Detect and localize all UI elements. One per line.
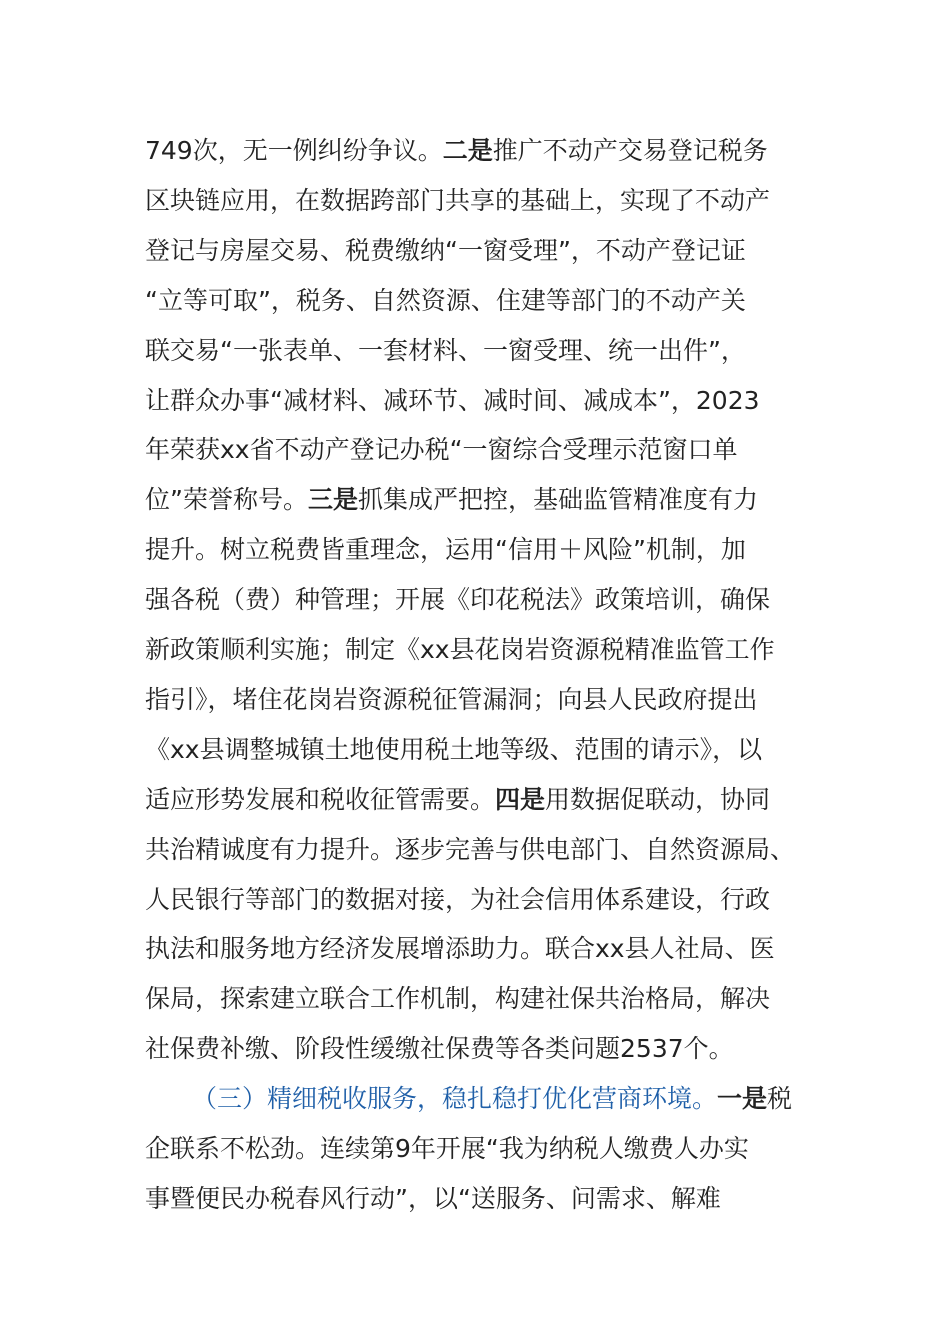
bold-lead-phrase: 三是 [307, 485, 358, 515]
paragraph-line [145, 575, 770, 625]
body-text: 位”荣誉称号。 [145, 485, 308, 515]
body-text: 新政策顺利实施；制定《xx县花岗岩资源税精准监管工作 [145, 635, 775, 664]
paragraph-line [145, 276, 746, 326]
paragraph-line [145, 425, 738, 475]
paragraph-line [145, 1124, 749, 1174]
body-text: 让群众办事“减材料、减环节、减时间、减成本”，2023 [145, 385, 760, 415]
body-text: 保局，探索建立联合工作机制，构建社保共治格局，解决 [145, 984, 771, 1014]
body-text: 指引》，堵住花岗岩资源税征管漏洞；向县人民政府提出 [145, 684, 758, 714]
body-text: “立等可取”，税务、自然资源、住建等部门的不动产关 [145, 285, 746, 315]
body-text: 749次，无一例纠纷争议。 [145, 136, 443, 165]
body-text: 事暨便民办税春风行动”，以“送服务、问需求、解难 [145, 1183, 721, 1213]
body-text: 抓集成严把控，基础监管精准度有力 [357, 485, 758, 515]
paragraph-line [145, 126, 768, 176]
paragraph-line [145, 675, 758, 725]
body-text: 执法和服务地方经济发展增添助力。联合xx县人社局、医 [145, 934, 775, 964]
body-text: 人民银行等部门的数据对接，为社会信用体系建设，行政 [145, 884, 771, 914]
paragraph-line [145, 725, 762, 775]
paragraph-line [145, 376, 760, 426]
section-heading-line [192, 1074, 792, 1124]
body-text: 年荣获xx省不动产登记办税“一窗综合受理示范窗口单 [145, 435, 738, 465]
body-text: 用数据促联动，协同 [545, 784, 771, 814]
body-text: 适应形势发展和税收征管需要。 [145, 784, 496, 814]
paragraph-line [145, 326, 746, 376]
paragraph-line [145, 475, 758, 525]
body-text: 联交易“一张表单、一套材料、一窗受理、统一出件”， [145, 335, 746, 365]
paragraph-line [145, 226, 746, 276]
body-text: 登记与房屋交易、税费缴纳“一窗受理”，不动产登记证 [145, 235, 746, 265]
paragraph-line [145, 924, 775, 974]
paragraph-line [145, 176, 770, 226]
paragraph-line [145, 775, 770, 825]
paragraph-line [145, 1174, 721, 1224]
paragraph-line [145, 974, 770, 1024]
paragraph-line [145, 625, 775, 675]
bold-lead-phrase: 四是 [495, 784, 546, 814]
paragraph-line [145, 525, 746, 575]
body-text: 社保费补缴、阶段性缓缴社保费等各类问题2537个。 [145, 1034, 734, 1064]
body-text: 区块链应用，在数据跨部门共享的基础上，实现了不动产 [145, 185, 771, 215]
body-text: 共治精诚度有力提升。逐步完善与供电部门、自然资源局、 [145, 834, 796, 864]
body-text: 《xx县调整城镇土地使用税土地等级、范围的请示》，以 [145, 734, 763, 764]
body-text: 强各税（费）种管理；开展《印花税法》政策培训，确保 [145, 585, 771, 615]
body-text: 企联系不松劲。连续第9年开展“我为纳税人缴费人办实 [145, 1134, 749, 1163]
body-text: 税 [767, 1084, 793, 1114]
body-text: 提升。树立税费皆重理念，运用“信用＋风险”机制，加 [145, 535, 746, 565]
bold-lead-phrase: 二是 [442, 136, 493, 165]
paragraph-line [145, 1024, 734, 1074]
bold-lead-phrase: 一是 [717, 1084, 768, 1114]
paragraph-line [145, 875, 770, 925]
section-heading: （三）精细税收服务，稳扎稳打优化营商环境。 [192, 1084, 718, 1114]
paragraph-line [145, 825, 795, 875]
body-text: 推广不动产交易登记税务 [492, 136, 768, 165]
